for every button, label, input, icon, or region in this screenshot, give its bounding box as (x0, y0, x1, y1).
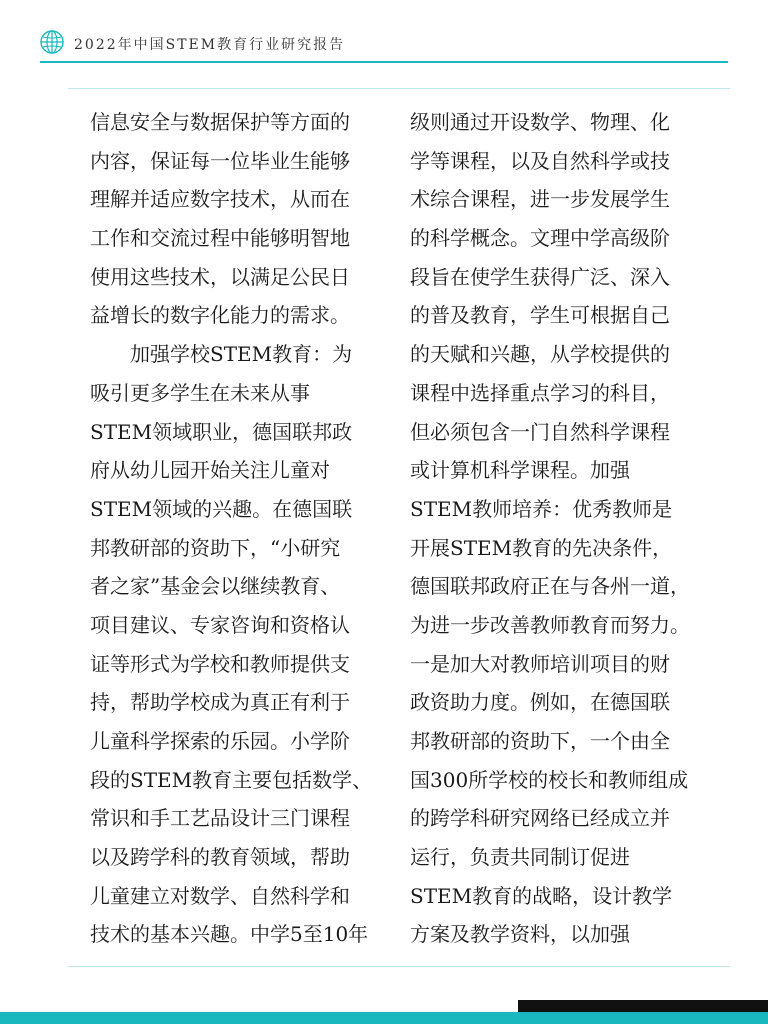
text-line: 者之家”基金会以继续教育、 (90, 574, 341, 599)
text-line: 的天赋和兴趣，从学校提供的 (410, 342, 670, 367)
text-line: 术综合课程，进一步发展学生 (410, 187, 670, 212)
text-line: STEM领域的兴趣。在德国联 (90, 496, 353, 521)
text-line: 但必须包含一门自然科学课程 (410, 419, 670, 444)
text-line: 的科学概念。文理中学高级阶 (410, 226, 670, 251)
text-line: 儿童建立对数学、自然科学和 (90, 883, 350, 908)
text-line: 府从幼儿园开始关注儿童对 (90, 458, 330, 483)
text-line: 学等课程，以及自然科学或技 (410, 148, 670, 173)
text-line: 技术的基本兴趣。中学5至10年 (90, 922, 369, 947)
text-line: 证等形式为学校和教师提供支 (90, 651, 350, 676)
text-line: 理解并适应数字技术，从而在 (90, 187, 350, 212)
text-column-right (410, 103, 710, 954)
text-line: 的普及教育，学生可根据自己 (410, 303, 670, 328)
text-line: 以及跨学科的教育领域，帮助 (90, 845, 350, 870)
globe-icon (40, 30, 64, 54)
text-line: STEM领域职业，德国联邦政 (90, 419, 353, 444)
text-line: 信息安全与数据保护等方面的 (90, 110, 350, 134)
text-line: 运行，负责共同制订促进 (410, 845, 630, 870)
text-line: 国300所学校的校长和教师组成 (410, 767, 689, 792)
text-line: STEM教育的战略，设计教学 (410, 883, 673, 908)
report-title: 2022年中国STEM教育行业研究报告 (74, 37, 346, 53)
text-line: 一是加大对教师培训项目的财 (410, 651, 670, 676)
text-line: 方案及教学资料，以加强 (410, 922, 630, 947)
content-top-divider (68, 88, 730, 89)
text-line: 为进一步改善教师教育而努力。 (410, 612, 690, 637)
text-line: 或计算机科学课程。加强 (410, 458, 630, 483)
text-line: 工作和交流过程中能够明智地 (90, 226, 350, 251)
text-line: 级则通过开设数学、物理、化 (410, 110, 670, 134)
text-line: STEM教师培养：优秀教师是 (410, 496, 673, 521)
text-line: 项目建议、专家咨询和资格认 (90, 612, 350, 637)
text-line: 段旨在使学生获得广泛、深入 (410, 264, 670, 289)
text-line: 政资助力度。例如，在德国联 (410, 690, 670, 715)
footer-black-bar (518, 1000, 768, 1012)
header-divider (40, 61, 728, 63)
text-line: 邦教研部的资助下，“小研究 (90, 535, 341, 560)
text-line: 的跨学科研究网络已经成立并 (410, 806, 670, 831)
content-bottom-divider (68, 966, 730, 967)
text-line: 使用这些技术，以满足公民日 (90, 264, 350, 289)
text-line: 吸引更多学生在未来从事 (90, 380, 310, 405)
text-line: 开展STEM教育的先决条件， (410, 535, 673, 560)
text-line: 益增长的数字化能力的需求。 (90, 303, 350, 328)
page-header (0, 0, 768, 64)
text-line: 德国联邦政府正在与各州一道， (410, 574, 690, 599)
text-line: 邦教研部的资助下，一个由全 (410, 729, 670, 753)
text-line: 常识和手工艺品设计三门课程 (90, 806, 350, 831)
footer-teal-bar (0, 1012, 768, 1024)
text-line: 课程中选择重点学习的科目， (410, 380, 670, 405)
text-line: 内容，保证每一位毕业生能够 (90, 148, 350, 173)
text-line: 加强学校STEM教育：为 (90, 342, 353, 367)
text-line: 儿童科学探索的乐园。小学阶 (90, 729, 350, 753)
text-line: 段的STEM教育主要包括数学、 (90, 767, 373, 792)
text-line: 持，帮助学校成为真正有利于 (90, 690, 350, 715)
text-column-left (90, 103, 390, 954)
